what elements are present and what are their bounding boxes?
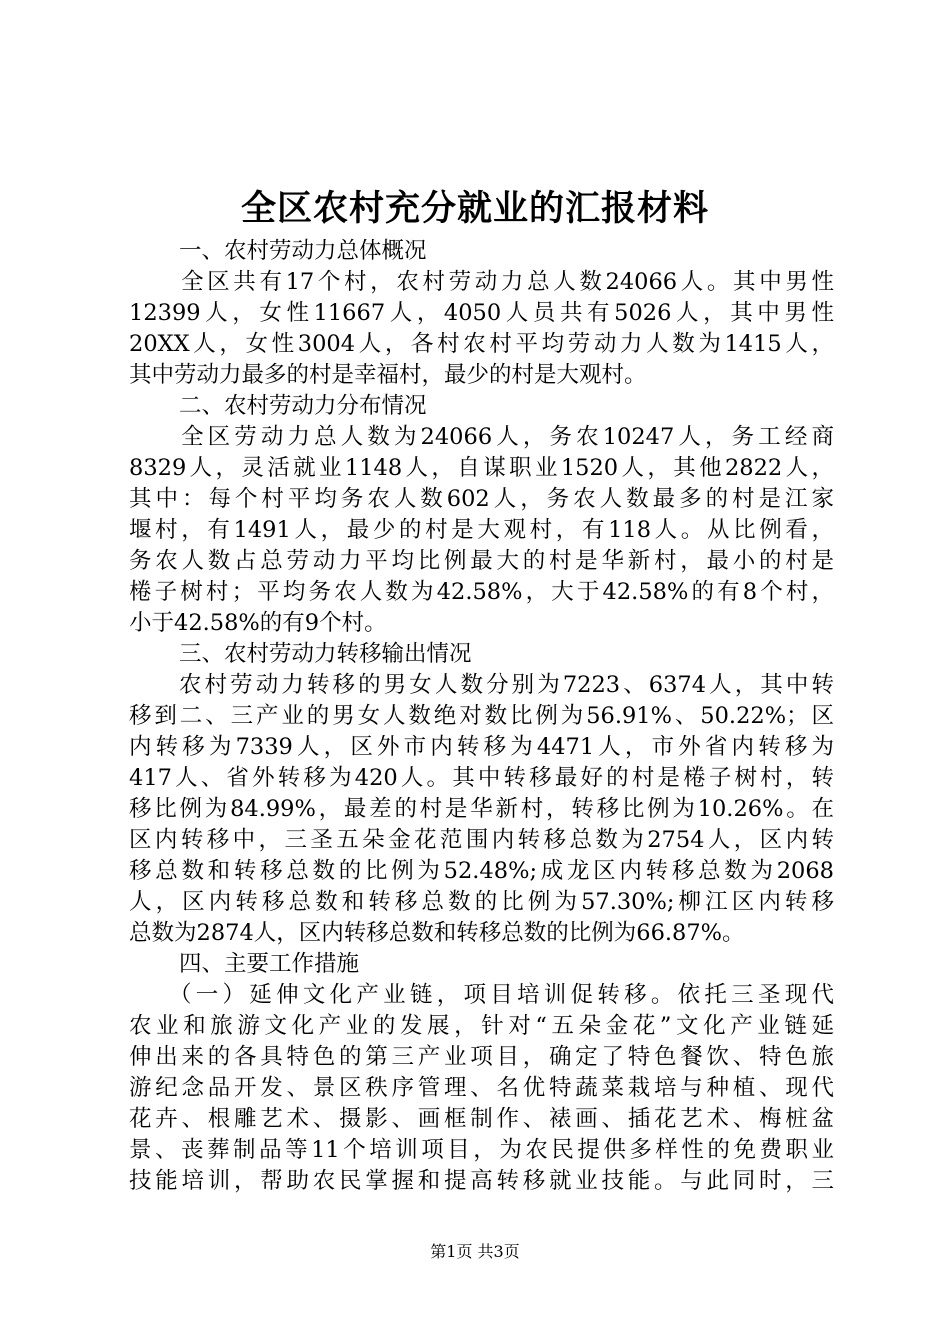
document-body — [129, 236, 834, 1197]
text-line: （一）延伸文化产业链，项目培训促转移。依托三圣现代 — [169, 982, 834, 1008]
text-line: 一、农村劳动力总体概况 — [179, 238, 427, 264]
text-line: 移总数和转移总数的比例为52.48%;成龙区内转移总数为2068 — [129, 858, 834, 884]
text-line: 务农人数占总劳动力平均比例最大的村是华新村，最小的村是 — [129, 548, 834, 574]
page-footer: 第1页 共3页 — [430, 1242, 520, 1261]
text-line: 四、主要工作措施 — [179, 951, 360, 977]
text-line: 8329人，灵活就业1148人，自谋职业1520人，其他2822人， — [129, 455, 834, 481]
text-line: 12399人，女性11667人，4050人员共有5026人，其中男性 — [129, 300, 834, 326]
text-line: 其中：每个村平均务农人数602人，务农人数最多的村是江家 — [129, 486, 834, 512]
text-line: 总数为2874人，区内转移总数和转移总数的比例为66.87%。 — [129, 920, 745, 946]
document-title: 全区农村充分就业的汇报材料 — [240, 188, 709, 229]
text-line: 游纪念品开发、景区秩序管理、名优特蔬菜栽培与种植、现代 — [129, 1075, 834, 1101]
text-line: 技能培训，帮助农民掌握和提高转移就业技能。与此同时，三 — [129, 1168, 834, 1194]
text-line: 移比例为84.99%，最差的村是华新村，转移比例为10.26%。在 — [129, 796, 834, 822]
text-line: 景、丧葬制品等11个培训项目，为农民提供多样性的免费职业 — [129, 1137, 834, 1163]
text-line: 其中劳动力最多的村是幸福村，最少的村是大观村。 — [129, 362, 647, 388]
text-line: 小于42.58%的有9个村。 — [129, 610, 387, 636]
text-line: 二、农村劳动力分布情况 — [179, 393, 427, 419]
text-line: 三、农村劳动力转移输出情况 — [179, 641, 472, 667]
text-line: 内转移为7339人，区外市内转移为4471人，市外省内转移为 — [129, 734, 834, 760]
text-line: 417人、省外转移为420人。其中转移最好的村是棬子树村，转 — [129, 765, 834, 791]
text-line: 棬子树村；平均务农人数为42.58%，大于42.58%的有8个村， — [129, 579, 834, 605]
text-line: 伸出来的各具特色的第三产业项目，确定了特色餐饮、特色旅 — [129, 1044, 834, 1070]
text-line: 全区共有17个村，农村劳动力总人数24066人。其中男性 — [181, 269, 834, 295]
text-line: 全区劳动力总人数为24066人，务农10247人，务工经商 — [181, 424, 834, 450]
text-line: 区内转移中，三圣五朵金花范围内转移总数为2754人，区内转 — [129, 827, 834, 853]
text-line: 人，区内转移总数和转移总数的比例为57.30%;柳江区内转移 — [129, 889, 834, 915]
text-line: 农村劳动力转移的男女人数分别为7223、6374人，其中转 — [179, 672, 834, 698]
text-line: 移到二、三产业的男女人数绝对数比例为56.91%、50.22%；区 — [129, 703, 834, 729]
text-line: 堰村，有1491人，最少的村是大观村，有118人。从比例看， — [129, 517, 834, 543]
text-line: 20XX人，女性3004人，各村农村平均劳动力人数为1415人， — [129, 331, 834, 357]
text-line: 花卉、根雕艺术、摄影、画框制作、裱画、插花艺术、梅桩盆 — [129, 1106, 834, 1132]
text-line: 农业和旅游文化产业的发展，针对“五朵金花”文化产业链延 — [129, 1013, 834, 1039]
